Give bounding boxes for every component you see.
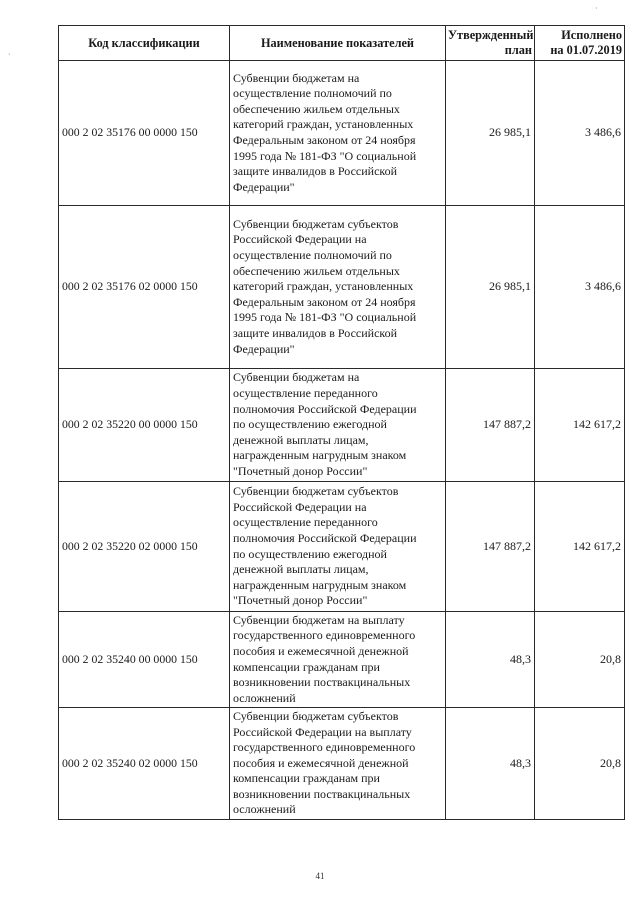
- table-row: [59, 206, 625, 369]
- indicator-name-line: Субвенции бюджетам на выплату: [233, 612, 405, 627]
- header-done-line: Исполнено: [561, 28, 622, 42]
- header-name: Наименование показателей: [230, 26, 446, 61]
- indicator-name-line: полномочия Российской Федерации: [233, 401, 417, 416]
- indicator-name: [230, 708, 446, 820]
- header-code: Код классификации: [59, 26, 230, 61]
- indicator-name-line: пособия и ежемесячной денежной: [233, 755, 409, 770]
- table-row: [59, 369, 625, 482]
- classification-code: 000 2 02 35240 02 0000 150: [59, 708, 230, 820]
- approved-plan-value: 147 887,2: [446, 482, 535, 612]
- executed-value: 142 617,2: [535, 482, 625, 612]
- indicator-name-line: защите инвалидов в Российской: [233, 164, 398, 179]
- executed-value: 20,8: [535, 612, 625, 708]
- header-plan-line: Утвержденный: [448, 28, 534, 42]
- approved-plan-value: 147 887,2: [446, 369, 535, 482]
- indicator-name-line: возникновении поствакцинальных: [233, 675, 411, 690]
- indicator-name-line: Федерации": [233, 179, 295, 194]
- table-row: [59, 612, 625, 708]
- approved-plan-value: 26 985,1: [446, 61, 535, 206]
- header-plan: [446, 26, 535, 61]
- classification-code: 000 2 02 35220 00 0000 150: [59, 369, 230, 482]
- indicator-name-line: Субвенции бюджетам на: [233, 70, 360, 85]
- indicator-name-line: защите инвалидов в Российской: [233, 325, 398, 340]
- indicator-name-line: Федеральным законом от 24 ноября: [233, 133, 416, 147]
- indicator-name-line: награжденным нагрудным знаком: [233, 577, 407, 592]
- indicator-name-line: возникновении поствакцинальных: [233, 786, 411, 801]
- approved-plan-value: 48,3: [446, 708, 535, 820]
- indicator-name-line: 1995 года № 181-ФЗ "О социальной: [233, 148, 417, 163]
- indicator-name-line: Федеральным законом от 24 ноября: [233, 294, 416, 309]
- indicator-name-line: Субвенции бюджетам субъектов: [233, 708, 399, 723]
- indicator-name-line: Субвенции бюджетам на: [233, 370, 360, 385]
- indicator-name: [230, 612, 446, 708]
- indicator-name-line: государственного единовременного: [233, 628, 416, 643]
- executed-value: 3 486,6: [535, 61, 625, 206]
- indicator-name-line: Российской Федерации на выплату: [233, 724, 412, 739]
- header-done-line: на 01.07.2019: [550, 43, 622, 57]
- indicator-name-line: обеспечению жильем отдельных: [233, 263, 400, 278]
- executed-value: 142 617,2: [535, 369, 625, 482]
- budget-table: [58, 25, 625, 820]
- executed-value: 20,8: [535, 708, 625, 820]
- indicator-name-line: осложнений: [233, 690, 296, 705]
- indicator-name-line: осуществление полномочий по: [233, 86, 392, 101]
- table-row: [59, 708, 625, 820]
- approved-plan-value: 26 985,1: [446, 206, 535, 369]
- executed-value: 3 486,6: [535, 206, 625, 369]
- indicator-name-line: категорий граждан, установленных: [233, 279, 414, 294]
- indicator-name-line: осуществление переданного: [233, 515, 378, 530]
- indicator-name: [230, 369, 446, 482]
- indicator-name-line: Федерации": [233, 341, 295, 356]
- page-number: 41: [315, 871, 325, 881]
- indicator-name-line: по осуществлению ежегодной: [233, 546, 387, 561]
- indicator-name-line: осуществление полномочий по: [233, 248, 392, 263]
- indicator-name: [230, 61, 446, 206]
- classification-code: 000 2 02 35220 02 0000 150: [59, 482, 230, 612]
- indicator-name-line: "Почетный донор России": [233, 463, 368, 478]
- indicator-name-line: денежной выплаты лицам,: [233, 562, 369, 577]
- classification-code: 000 2 02 35176 00 0000 150: [59, 61, 230, 206]
- indicator-name-line: по осуществлению ежегодной: [233, 417, 387, 432]
- scan-mark: ·: [8, 50, 11, 59]
- header-plan-line: план: [504, 43, 532, 57]
- classification-code: 000 2 02 35240 00 0000 150: [59, 612, 230, 708]
- indicator-name-line: Российской Федерации на: [233, 232, 367, 247]
- table-header-row: [59, 26, 625, 61]
- indicator-name-line: компенсации гражданам при: [233, 771, 380, 786]
- indicator-name-line: денежной выплаты лицам,: [233, 432, 369, 447]
- indicator-name-line: обеспечению жильем отдельных: [233, 101, 400, 116]
- indicator-name-line: пособия и ежемесячной денежной: [233, 643, 409, 658]
- indicator-name-line: компенсации гражданам при: [233, 659, 380, 674]
- indicator-name-line: 1995 года № 181-ФЗ "О социальной: [233, 310, 417, 325]
- indicator-name-line: награжденным нагрудным знаком: [233, 448, 407, 463]
- indicator-name-line: Российской Федерации на: [233, 499, 367, 514]
- indicator-name-line: категорий граждан, установленных: [233, 117, 414, 132]
- indicator-name-line: государственного единовременного: [233, 740, 416, 755]
- header-done: [535, 26, 625, 61]
- indicator-name: [230, 206, 446, 369]
- indicator-name-line: "Почетный донор России": [233, 593, 368, 608]
- scan-mark: ·: [595, 4, 598, 13]
- indicator-name-line: полномочия Российской Федерации: [233, 530, 417, 545]
- table-row: [59, 482, 625, 612]
- indicator-name-line: Субвенции бюджетам субъектов: [233, 484, 399, 499]
- classification-code: 000 2 02 35176 02 0000 150: [59, 206, 230, 369]
- indicator-name-line: осуществление переданного: [233, 386, 378, 401]
- indicator-name: [230, 482, 446, 612]
- table-row: [59, 61, 625, 206]
- indicator-name-line: Субвенции бюджетам субъектов: [233, 216, 399, 231]
- indicator-name-line: осложнений: [233, 802, 296, 817]
- approved-plan-value: 48,3: [446, 612, 535, 708]
